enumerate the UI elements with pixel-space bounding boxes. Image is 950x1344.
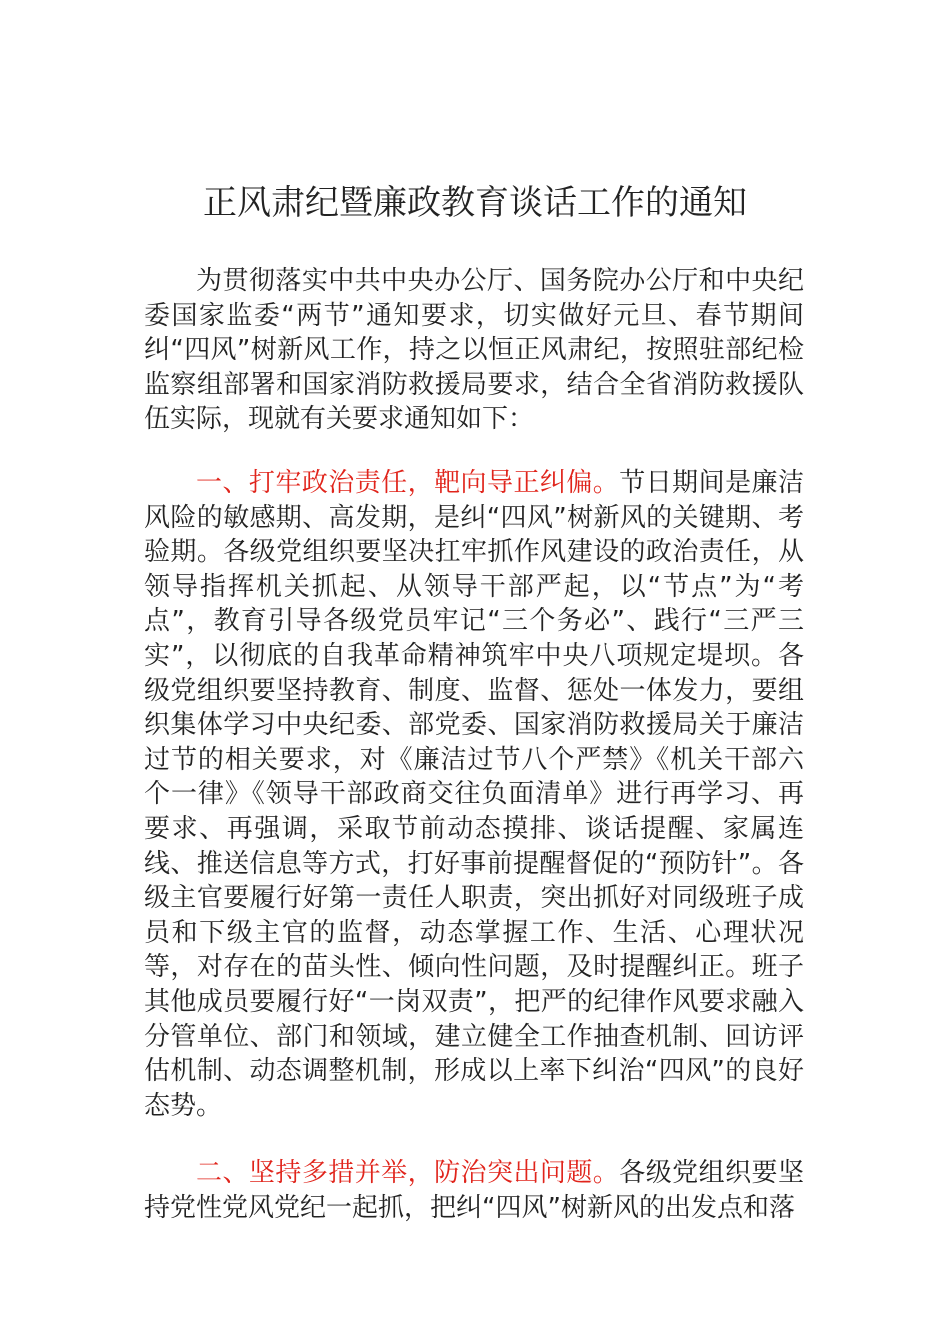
section-two-paragraph	[144, 1156, 804, 1225]
intro-paragraph: 为贯彻落实中共中央办公厅、国务院办公厅和中央纪委国家监委“两节”通知要求，切实做好元旦、春节期间纠“四风”树新风工作，持之以恒正风肃纪，按照驻部纪检监察组部署和国家消防救援局要求，结合全省消防救援队伍实际，现就有关要求通知如下：	[144, 266, 804, 435]
document-title: 正风肃纪暨廉政教育谈话工作的通知	[203, 183, 747, 223]
section-one-heading: 一、打牢政治责任，靶向导正纠偏。	[196, 468, 620, 498]
section-one-body: 节日期间是廉洁风险的敏感期、高发期，是纠“四风”树新风的关键期、考验期。各级党组织要坚决扛牢抓作风建设的政治责任，从领导指挥机关抓起、从领导干部严起，以“节点”为“考点”，教育引导各级党员牢记“三个务必”、践行“三严三实”，以彻底的自我革命精神筑牢中央八项规定堤坝。各级党组织要坚持教育、制度、监督、惩处一体发力，要组织集体学习中央纪委、部党委、国家消防救援局关于廉洁过节的相关要求，对《廉洁过节八个严禁》《机关干部六个一律》《领导干部政商交往负面清单》进行再学习、再要求、再强调，采取节前动态摸排、谈话提醒、家属连线、推送信息等方式，打好事前提醒督促的“预防针”。各级主官要履行好第一责任人职责，突出抓好对同级班子成员和下级主官的监督，动态掌握工作、生活、心理状况等，对存在的苗头性、倾向性问题，及时提醒纠正。班子其他成员要履行好“一岗双责”，把严的纪律作风要求融入分管单位、部门和领域，建立健全工作抽查机制、回访评估机制、动态调整机制，形成以上率下纠治“四风”的良好态势。	[144, 468, 804, 1121]
section-one-paragraph	[144, 466, 804, 1123]
section-two-heading: 二、坚持多措并举，防治突出问题。	[196, 1158, 620, 1188]
section-two-body: 各级党组织要坚持党性党风党纪一起抓，把纠“四风”树新风的出发点和落	[144, 1158, 804, 1223]
